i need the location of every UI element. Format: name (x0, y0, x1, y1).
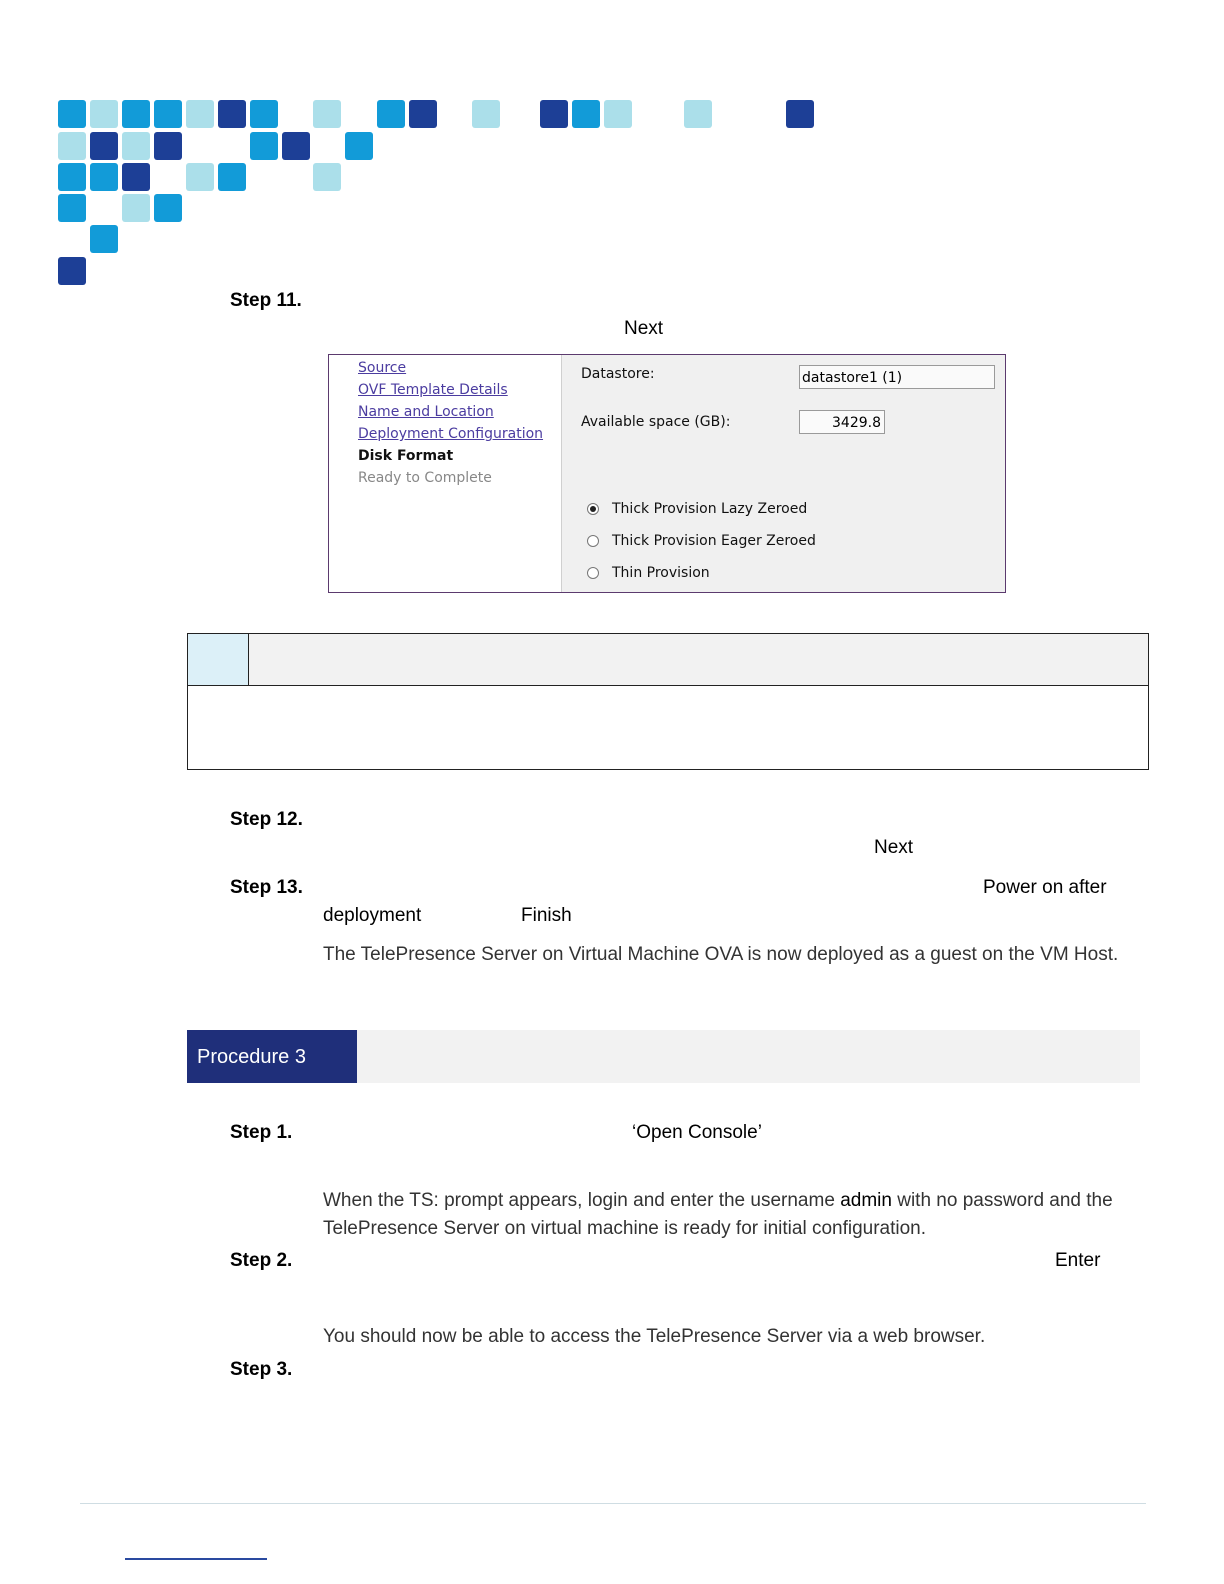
step-13-keyword-deployment: deployment (323, 905, 422, 926)
nav-link-name-location[interactable]: Name and Location (358, 404, 494, 420)
logo-square (313, 163, 341, 191)
step-12-keyword: Next (874, 837, 914, 858)
nav-link-source[interactable]: Source (358, 360, 407, 376)
note-icon-cell (188, 634, 249, 685)
step-11-label: Step 11. (230, 290, 302, 311)
logo-square (122, 100, 150, 128)
footer-divider (80, 1503, 1146, 1504)
logo-square (154, 100, 182, 128)
logo-square (122, 194, 150, 222)
step-13-label: Step 13. (230, 877, 303, 898)
option-thin-label: Thin Provision (612, 565, 710, 581)
logo-square (218, 163, 246, 191)
proc-step-2-body: You should now be able to access the TelePresence Server via a web browser. (323, 1326, 986, 1347)
proc-step-2-keyword: Enter (1055, 1250, 1101, 1271)
logo-square (250, 100, 278, 128)
available-space-label: Available space (GB): (581, 414, 731, 430)
logo-square (684, 100, 712, 128)
logo-square (572, 100, 600, 128)
disk-format-screenshot (328, 354, 1006, 593)
note-header (188, 634, 1148, 686)
logo-square (90, 163, 118, 191)
logo-square (58, 257, 86, 285)
logo-square (58, 100, 86, 128)
wizard-content (561, 355, 1006, 592)
logo-square (409, 100, 437, 128)
username-admin: admin (840, 1190, 892, 1211)
logo-square (90, 225, 118, 253)
step-11-keyword: Next (624, 318, 664, 339)
datastore-label: Datastore: (581, 366, 655, 382)
logo-square (604, 100, 632, 128)
procedure-label: Procedure 3 (187, 1030, 357, 1083)
logo-square (218, 100, 246, 128)
logo-square (250, 132, 278, 160)
radio-thick-lazy[interactable] (587, 503, 599, 515)
logo-square (472, 100, 500, 128)
footer-link-underline (125, 1558, 267, 1560)
logo-square (313, 100, 341, 128)
logo-square (122, 132, 150, 160)
logo-square (154, 132, 182, 160)
logo-square (282, 132, 310, 160)
procedure-bar (187, 1030, 1140, 1083)
body-post: with no password and the TelePresence Server on virtual machine is ready for initial configuration. (323, 1190, 1113, 1239)
logo-square (154, 194, 182, 222)
logo-square (58, 132, 86, 160)
nav-link-deployment-config[interactable]: Deployment Configuration (358, 426, 544, 442)
logo-square (345, 132, 373, 160)
available-space-value: 3429.8 (799, 410, 885, 434)
logo-square (90, 100, 118, 128)
logo-square (58, 163, 86, 191)
body-pre: When the TS: prompt appears, login and enter the username (323, 1190, 841, 1211)
logo-square (186, 163, 214, 191)
logo-square (786, 100, 814, 128)
proc-step-1-label: Step 1. (230, 1122, 293, 1143)
proc-step-1-keyword: ‘Open Console’ (632, 1122, 762, 1143)
logo-square (122, 163, 150, 191)
radio-thin[interactable] (587, 567, 599, 579)
proc-step-1-body (323, 1187, 1138, 1243)
note-box (187, 633, 1149, 770)
step-13-keyword-power-on: Power on after (983, 877, 1107, 898)
logo-square (377, 100, 405, 128)
option-thick-lazy-label: Thick Provision Lazy Zeroed (612, 501, 808, 517)
option-thick-eager-label: Thick Provision Eager Zeroed (612, 533, 816, 549)
nav-current-disk-format: Disk Format (358, 448, 454, 464)
datastore-field[interactable]: datastore1 (1) (799, 365, 995, 389)
radio-thick-eager[interactable] (587, 535, 599, 547)
logo-square (58, 194, 86, 222)
proc-step-3-label: Step 3. (230, 1359, 293, 1380)
logo-square (90, 132, 118, 160)
step-13-body: The TelePresence Server on Virtual Machine OVA is now deployed as a guest on the VM Host. (323, 944, 1119, 965)
logo-square (186, 100, 214, 128)
step-13-keyword-finish: Finish (521, 905, 572, 926)
wizard-nav (329, 355, 560, 592)
nav-link-ovf-details[interactable]: OVF Template Details (358, 382, 508, 398)
step-12-label: Step 12. (230, 809, 303, 830)
nav-ready-to-complete: Ready to Complete (358, 470, 492, 486)
logo-square (540, 100, 568, 128)
proc-step-2-label: Step 2. (230, 1250, 293, 1271)
